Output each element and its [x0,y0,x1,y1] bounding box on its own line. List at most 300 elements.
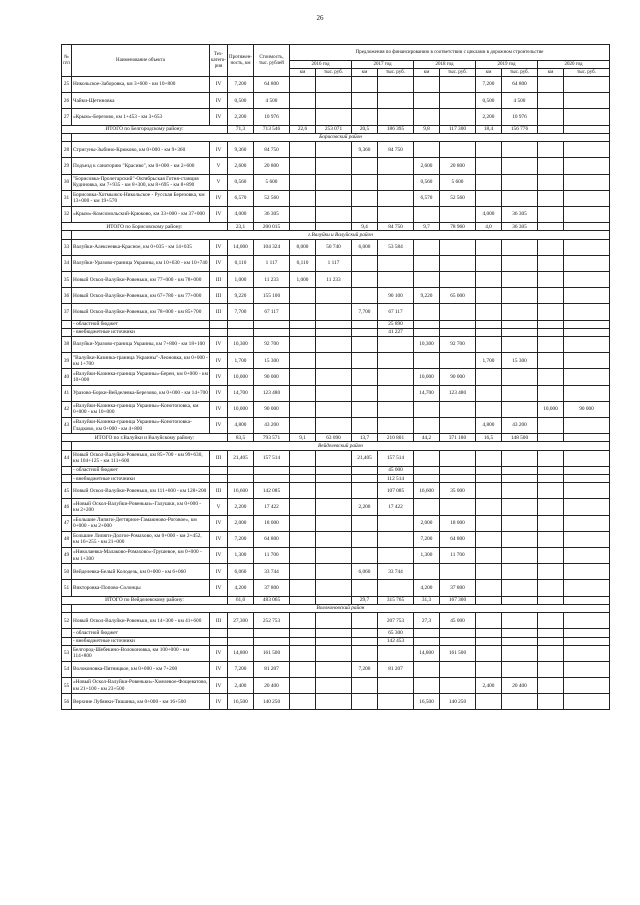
table-row [62,417,610,433]
length-km: 27,300 [228,613,254,629]
source-label: - областной бюджет [72,320,210,328]
funding-cell: 35 000 [440,483,476,499]
object-name: Волоконовка-Пятницкое, км 0+000 - км 7+200 [72,661,210,677]
total-label: ИТОГО по Вейделевскому району: [62,596,228,604]
object-name: Валуйки-Уразово-граница Украины, км 10+630 - км 10+740 [72,255,210,271]
funding-cell [476,613,502,629]
funding-cell: 45 000 [440,613,476,629]
funding-cell [316,369,352,385]
funding-cell [290,450,316,466]
funding-cell: 123 480 [440,385,476,401]
funding-cell [564,629,610,637]
funding-cell [564,678,610,694]
funding-cell [538,125,564,133]
funding-cell [352,531,378,547]
funding-cell: 167 300 [440,596,476,604]
table-row [62,483,610,499]
funding-cell [564,336,610,352]
funding-cell [502,466,538,474]
empty-cell [228,637,254,645]
empty-cell [228,328,254,336]
cost-total: 64 800 [254,77,290,93]
funding-cell [316,401,352,417]
length-km: 2,200 [228,109,254,125]
funding-cell: 90 000 [440,369,476,385]
length-km: 16,500 [228,694,254,710]
funding-cell: 25 890 [378,320,414,328]
funding-cell [538,547,564,563]
page-number: 26 [316,14,324,22]
total-length: 23,1 [228,223,254,231]
funding-cell [316,353,352,369]
funding-cell [352,93,378,109]
funding-cell [316,328,352,336]
funding-cell [414,142,440,158]
empty-cell [228,629,254,637]
funding-cell [564,320,610,328]
total-length: 83,5 [228,434,254,442]
funding-cell [440,499,476,515]
funding-cell [378,93,414,109]
tech-category: IV [210,694,228,710]
row-number: 27 [62,109,72,125]
funding-cell [538,661,564,677]
funding-cell: 10,000 [538,401,564,417]
length-km: 7,200 [228,531,254,547]
length-km: 4,000 [228,206,254,222]
funding-cell: 84 750 [378,223,414,231]
table-row [62,645,610,661]
funding-cell [290,190,316,206]
object-name: «Валуйки-Казинка-граница Украины»-Конотоповка-Гладково, км 0+000 - км 4+800 [72,417,210,433]
funding-cell: 90 000 [564,401,610,417]
funding-cell [502,190,538,206]
funding-cell [502,515,538,531]
funding-cell: 27,3 [414,613,440,629]
funding-cell [564,304,610,320]
funding-cell [538,272,564,288]
funding-cell [502,320,538,328]
funding-cell: 7,200 [476,77,502,93]
funding-cell [564,272,610,288]
empty-cell [254,466,290,474]
row-number: 41 [62,385,72,401]
funding-cell: 1,700 [476,353,502,369]
funding-cell [564,637,610,645]
funding-cell [352,353,378,369]
funding-cell: 29,7 [352,596,378,604]
funding-cell [378,694,414,710]
length-km: 10,000 [228,369,254,385]
table-row [62,661,610,677]
funding-cell [564,353,610,369]
funding-cell [538,629,564,637]
funding-cell [564,223,610,231]
section-row [62,231,610,239]
funding-cell [290,336,316,352]
funding-cell: 2,600 [414,158,440,174]
cost-total: 1 117 [254,255,290,271]
row-number: 34 [62,255,72,271]
table-row [62,93,610,109]
funding-cell [440,401,476,417]
funding-cell [378,77,414,93]
funding-cell: 84 750 [378,142,414,158]
length-km: 0,500 [228,93,254,109]
funding-cell [290,580,316,596]
funding-cell [440,272,476,288]
funding-cell [290,613,316,629]
funding-cell: 20 400 [502,678,538,694]
funding-cell [538,434,564,442]
funding-cell [414,328,440,336]
funding-cell [440,417,476,433]
funding-cell [538,483,564,499]
funding-cell [316,629,352,637]
funding-cell [502,401,538,417]
funding-cell [538,109,564,125]
cost-total: 142 085 [254,483,290,499]
object-name: «Крым»-Комсомольский-Крюково, км 33+000 - км 37+000 [72,206,210,222]
funding-cell [538,77,564,93]
funding-cell [316,109,352,125]
table-row [62,255,610,271]
table-row [62,580,610,596]
funding-cell [378,417,414,433]
funding-cell [476,158,502,174]
empty-cell [62,328,72,336]
table-row [62,353,610,369]
table-row [62,272,610,288]
funding-cell [538,531,564,547]
funding-cell [316,77,352,93]
funding-cell [352,174,378,190]
source-row [62,475,610,483]
total-length: 71,3 [228,125,254,133]
cost-total: 157 514 [254,450,290,466]
table-row [62,190,610,206]
funding-cell [538,142,564,158]
total-label: ИТОГО по Борисовскому району: [62,223,228,231]
funding-cell: 36 305 [502,223,538,231]
header-unit-rub: тыс. руб. [440,69,476,77]
funding-cell [290,466,316,474]
funding-cell: 65 000 [440,288,476,304]
funding-cell: 117 300 [440,125,476,133]
funding-cell [564,77,610,93]
funding-cell: 4 500 [502,93,538,109]
cost-total: 18 000 [254,515,290,531]
source-row [62,629,610,637]
cost-total: 64 800 [254,531,290,547]
funding-cell [476,174,502,190]
funding-cell [316,515,352,531]
funding-cell [440,304,476,320]
object-name: Уразово-Борки-Вейделевка-Березово, км 0+000 - км 14+700 [72,385,210,401]
object-name: "Валуйки-Казинка-граница Украины"-Леоновка, км 0+000 - км 1+700 [72,353,210,369]
funding-cell [290,142,316,158]
funding-cell: 10 976 [502,109,538,125]
funding-cell [352,466,378,474]
funding-cell [502,694,538,710]
funding-cell: 11 233 [316,272,352,288]
funding-cell [352,629,378,637]
funding-cell [290,637,316,645]
funding-cell [564,255,610,271]
funding-cell [538,499,564,515]
funding-cell [564,645,610,661]
funding-cell [564,694,610,710]
object-name: Новый Оскол-Валуйки-Ровеньки, км 67+780 - км 77+000 [72,288,210,304]
funding-cell: 4,200 [414,580,440,596]
funding-cell: 13,7 [352,434,378,442]
funding-cell [378,206,414,222]
funding-cell: 157 514 [378,450,414,466]
total-length: 61,0 [228,596,254,604]
funding-cell: 0,500 [476,93,502,109]
funding-cell [316,158,352,174]
table-row [62,385,610,401]
funding-cell: 6,570 [414,190,440,206]
funding-cell [440,466,476,474]
funding-cell: 9,220 [414,288,440,304]
funding-cell [440,206,476,222]
funding-cell [378,580,414,596]
funding-cell [378,353,414,369]
tech-category: IV [210,206,228,222]
funding-cell: 140 250 [440,694,476,710]
funding-cell [352,255,378,271]
object-name: «Новый Оскол-Валуйки-Ровеньки»-Хмелевое-Фощеватово, км 21+100 - км 23+500 [72,678,210,694]
funding-cell [502,629,538,637]
empty-cell [62,442,72,450]
empty-cell [228,320,254,328]
funding-cell [352,483,378,499]
row-number: 40 [62,369,72,385]
length-km: 7,200 [228,77,254,93]
funding-cell: 210 801 [378,434,414,442]
funding-cell: 10,300 [414,336,440,352]
funding-cell [414,320,440,328]
funding-table [61,44,610,710]
funding-cell [564,328,610,336]
length-km: 1,700 [228,353,254,369]
row-number: 30 [62,174,72,190]
object-name: Новый Оскол-Валуйки-Ровеньки, км 14+300 - км 41+600 [72,613,210,629]
empty-cell [228,466,254,474]
funding-cell [290,531,316,547]
empty-cell [254,320,290,328]
row-number: 38 [62,336,72,352]
funding-cell [440,109,476,125]
funding-cell [290,483,316,499]
funding-cell: 107 085 [378,483,414,499]
object-name: Новый Оскол-Валуйки-Ровеньки, км 77+000 - км 78+000 [72,272,210,288]
funding-cell [378,336,414,352]
funding-cell [352,320,378,328]
funding-cell [414,637,440,645]
funding-cell [316,320,352,328]
header-num: № п/п [62,45,72,77]
funding-cell: 112 514 [378,475,414,483]
funding-cell: 20 800 [440,158,476,174]
funding-cell: 45 000 [378,466,414,474]
funding-cell [476,629,502,637]
table-row [62,174,610,190]
cost-total: 155 100 [254,288,290,304]
table-row [62,547,610,563]
funding-cell [414,450,440,466]
funding-cell [538,564,564,580]
tech-category: IV [210,142,228,158]
empty-cell [62,320,72,328]
funding-cell: 1,300 [414,547,440,563]
empty-cell [254,629,290,637]
funding-cell [538,304,564,320]
tech-category: IV [210,190,228,206]
funding-cell [316,450,352,466]
funding-cell: 9,1 [290,434,316,442]
table-row [62,531,610,547]
funding-cell [352,385,378,401]
funding-cell [476,320,502,328]
funding-cell [502,637,538,645]
funding-cell: 5 600 [440,174,476,190]
funding-cell [440,239,476,255]
funding-cell: 22,6 [290,125,316,133]
funding-cell [538,353,564,369]
funding-cell [502,613,538,629]
empty-cell [228,475,254,483]
table-row [62,678,610,694]
table-row [62,515,610,531]
source-label: - внебюджетные источники [72,475,210,483]
cost-total: 37 800 [254,580,290,596]
funding-cell: 36 305 [502,206,538,222]
length-km: 10,300 [228,336,254,352]
source-label: - областной бюджет [72,629,210,637]
funding-cell: 8,000 [290,239,316,255]
funding-cell: 2,200 [352,499,378,515]
row-number: 33 [62,239,72,255]
cost-total: 10 976 [254,109,290,125]
funding-cell: 50 740 [316,239,352,255]
funding-cell [538,613,564,629]
funding-cell [290,547,316,563]
section-row [62,604,610,612]
object-name: «Большие Липяги-Дегтярное-Гамаюново-Роговое», км 0+000 - км 2+000 [72,515,210,531]
funding-cell [290,678,316,694]
cost-total: 104 324 [254,239,290,255]
funding-cell [502,580,538,596]
empty-cell [254,328,290,336]
header-category: Тех-катего-рия [210,45,228,77]
total-cost: 793 571 [254,434,290,442]
funding-cell [538,93,564,109]
length-km: 9,360 [228,142,254,158]
section-row [62,133,610,141]
funding-cell: 315 765 [378,596,414,604]
header-unit-rub: тыс. руб. [502,69,538,77]
row-number: 56 [62,694,72,710]
funding-cell [476,190,502,206]
funding-cell: 18,4 [476,125,502,133]
funding-cell [352,637,378,645]
funding-cell [414,499,440,515]
total-row [62,223,610,231]
funding-cell [538,206,564,222]
funding-cell [564,125,610,133]
funding-cell [440,353,476,369]
table-row [62,694,610,710]
funding-cell [352,580,378,596]
funding-cell: 7,200 [414,531,440,547]
funding-cell: 9,8 [414,125,440,133]
funding-cell [440,564,476,580]
empty-cell [62,629,72,637]
total-row [62,596,610,604]
total-cost: 483 065 [254,596,290,604]
funding-cell [538,645,564,661]
tech-category: IV [210,369,228,385]
table-row [62,369,610,385]
funding-cell [564,239,610,255]
tech-category: III [210,304,228,320]
funding-cell [378,255,414,271]
funding-cell [502,645,538,661]
funding-cell [378,369,414,385]
funding-cell [316,678,352,694]
row-number: 35 [62,272,72,288]
funding-cell [290,320,316,328]
funding-cell [290,385,316,401]
total-label: ИТОГО по г.Валуйки и Валуйскому району: [62,434,228,442]
table-row [62,401,610,417]
funding-cell: 64 800 [440,531,476,547]
header-unit-km: км [290,69,316,77]
funding-cell [316,385,352,401]
funding-cell [476,564,502,580]
funding-cell [502,304,538,320]
funding-cell [502,483,538,499]
funding-cell [352,515,378,531]
funding-cell [414,353,440,369]
cost-total: 5 600 [254,174,290,190]
funding-cell: 186 395 [378,125,414,133]
funding-cell: 63 090 [316,434,352,442]
funding-cell: 11 700 [440,547,476,563]
funding-cell [352,109,378,125]
length-km: 16,600 [228,483,254,499]
length-km: 1,000 [228,272,254,288]
tech-category: IV [210,353,228,369]
header-length: Протяжен-ность, км [228,45,254,77]
funding-cell [316,93,352,109]
funding-cell [564,206,610,222]
object-name: Валуйки-Алексеевка-Красное, км 0+035 - км 14+035 [72,239,210,255]
funding-cell [502,385,538,401]
section-title: Вейделевский район [72,442,610,450]
cost-total: 84 750 [254,142,290,158]
row-number: 39 [62,353,72,369]
object-name: "Борисовка-Пролетарский"-Октябрьская Готня-станция Кудиновка, км 7+935 - км 8+300, км 8+695 - км 8+890 [72,174,210,190]
funding-cell [414,466,440,474]
funding-cell: 78 960 [440,223,476,231]
header-funding: Предложения по финансированию в соответствии с циклами в дорожном строительстве [290,45,610,61]
header-year: 2018 год [414,61,476,69]
tech-category: IV [210,645,228,661]
length-km: 6,060 [228,564,254,580]
